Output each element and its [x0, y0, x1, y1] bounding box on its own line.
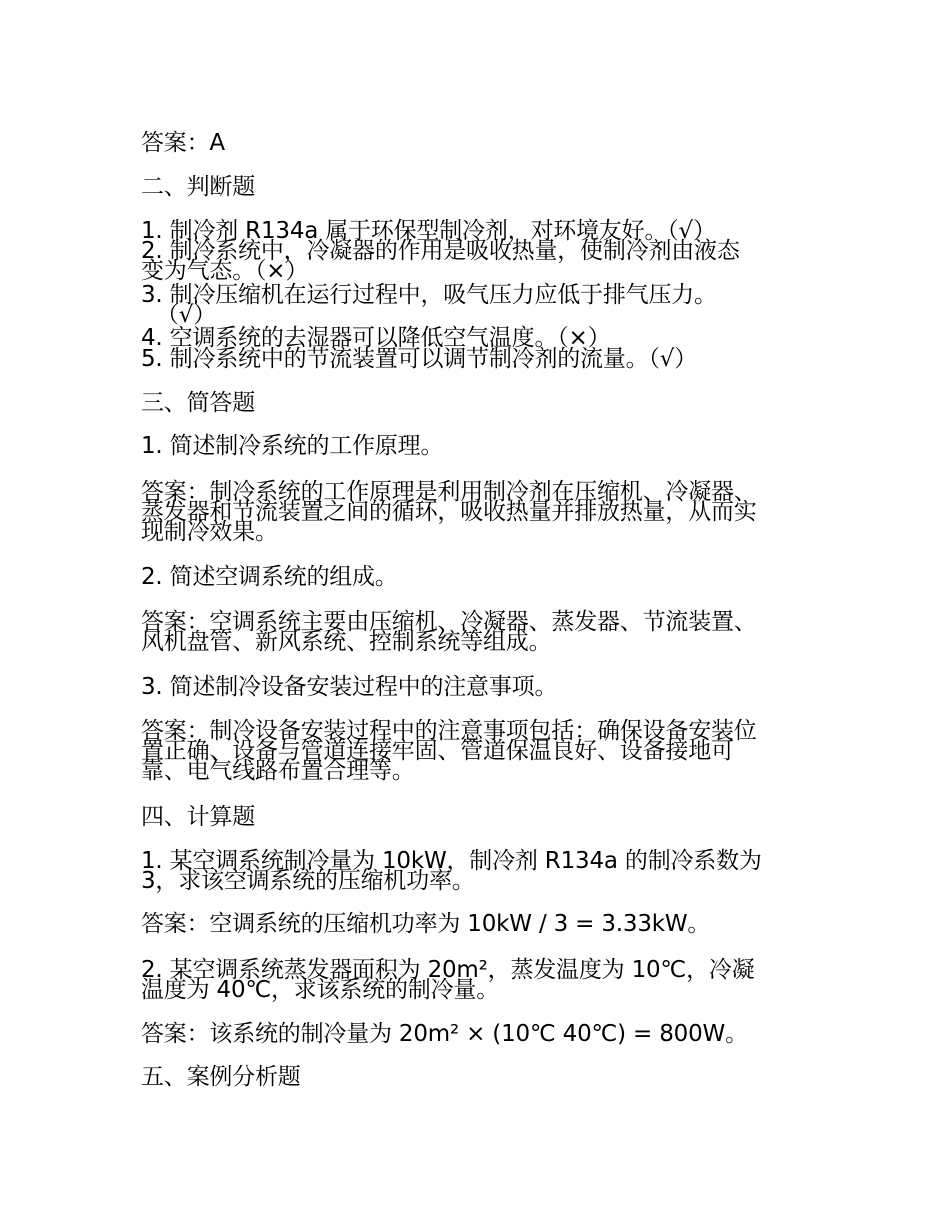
answer-line: 答案：A [141, 130, 225, 156]
section-heading-true-false: 二、判断题 [141, 174, 256, 200]
calculation-answer-2: 答案：该系统的制冷量为 20m² × (10℃ 40℃) = 800W。 [141, 1021, 748, 1047]
short-answer-answer-1-line-2: 蒸发器和节流装置之间的循环，吸收热量并排放热量，从而实 [141, 499, 757, 525]
true-false-item-3-line-1: 3. 制冷压缩机在运行过程中，吸气压力应低于排气压力。 [141, 282, 717, 308]
true-false-item-2-line-2: 变为气态。（×） [141, 258, 309, 284]
short-answer-answer-3-line-2: 置正确、设备与管道连接牢固、管道保温良好、设备接地可 [141, 738, 734, 764]
short-answer-question-2: 2. 简述空调系统的组成。 [141, 564, 398, 590]
short-answer-answer-2-line-1: 答案：空调系统主要由压缩机、冷凝器、蒸发器、节流装置、 [141, 609, 757, 635]
section-heading-short-answer: 三、简答题 [141, 390, 256, 416]
short-answer-answer-3-line-1: 答案：制冷设备安装过程中的注意事项包括：确保设备安装位 [141, 718, 757, 744]
calculation-question-2-line-2: 温度为 40℃，求该系统的制冷量。 [141, 977, 500, 1003]
true-false-item-1: 1. 制冷剂 R134a 属于环保型制冷剂，对环境友好。（√） [141, 218, 716, 244]
short-answer-answer-1-line-1: 答案：制冷系统的工作原理是利用制冷剂在压缩机、冷凝器、 [141, 479, 757, 505]
section-heading-calculation: 四、计算题 [141, 804, 256, 830]
short-answer-question-3: 3. 简述制冷设备安装过程中的注意事项。 [141, 674, 558, 700]
short-answer-answer-1-line-3: 现制冷效果。 [141, 519, 278, 545]
calculation-answer-1: 答案：空调系统的压缩机功率为 10kW / 3 = 3.33kW。 [141, 911, 711, 937]
calculation-question-1-line-1: 1. 某空调系统制冷量为 10kW，制冷剂 R134a 的制冷系数为 [141, 848, 762, 874]
calculation-question-2-line-1: 2. 某空调系统蒸发器面积为 20m²，蒸发温度为 10℃，冷凝 [141, 957, 755, 983]
true-false-item-3-line-2: （√） [156, 302, 217, 328]
short-answer-question-1: 1. 简述制冷系统的工作原理。 [141, 433, 444, 459]
calculation-question-1-line-2: 3，求该空调系统的压缩机功率。 [141, 868, 475, 894]
true-false-item-5: 5. 制冷系统中的节流装置可以调节制冷剂的流量。（√） [141, 346, 698, 372]
short-answer-answer-2-line-2: 风机盘管、新风系统、控制系统等组成。 [141, 629, 552, 655]
true-false-item-4: 4. 空调系统的去湿器可以降低空气温度。（×） [141, 325, 611, 351]
section-heading-case-analysis: 五、案例分析题 [141, 1064, 301, 1090]
true-false-item-2-line-1: 2. 制冷系统中，冷凝器的作用是吸收热量，使制冷剂由液态 [141, 238, 740, 264]
short-answer-answer-3-line-3: 靠、电气线路布置合理等。 [141, 758, 415, 784]
